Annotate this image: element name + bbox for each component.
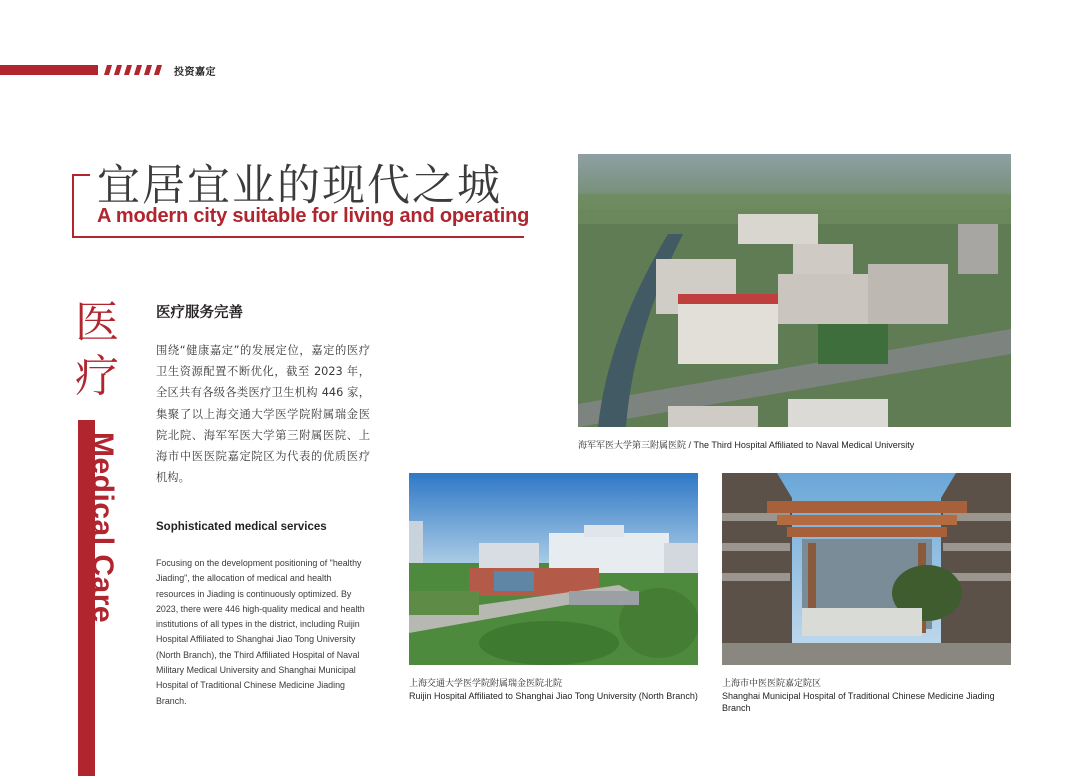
section-label-cn-char-2: 疗: [75, 351, 119, 402]
subtitle-cn: 医疗服务完善: [156, 305, 243, 321]
ruijin-caption-en: Ruijin Hospital Affiliated to Shanghai Jiao Tong University (North Branch): [409, 690, 698, 701]
page-title-cn: 宜居宜业的现代之城: [97, 161, 502, 211]
section-label-cn-char-1: 医: [75, 297, 119, 348]
tcm-hospital-photo: [722, 473, 1011, 665]
title-frame-left: [72, 174, 74, 238]
body-text-en: Focusing on the development positioning of "healthy Jiading", the allocation of medical and health resources in Jiading is continuously optimized. By 2023, there were 446 high-quality medical and health institutions of all types in the district, including Ruijin Hospital Affiliated to Shanghai Jiao Tong University (North Branch), the Third Affiliated Hospital of Naval Military Medical University and Shanghai Municipal Hospital of Traditional Chinese Medicine Jiading Branch.: [156, 558, 365, 706]
ruijin-caption-cn: 上海交通大学医学院附属瑞金医院北院: [409, 678, 563, 688]
header-title: 投资嘉定: [174, 67, 216, 78]
title-frame-bottom: [72, 236, 524, 238]
header-stripes-decoration: [104, 65, 166, 75]
section-label-cn: [72, 296, 122, 404]
tcm-hospital-caption: [722, 677, 1022, 715]
subtitle-en: Sophisticated medical services: [156, 521, 327, 533]
naval-hospital-caption: 海军军医大学第三附属医院 / The Third Hospital Affiliated to Naval Medical University: [578, 440, 915, 450]
naval-hospital-photo: [578, 154, 1011, 427]
header-accent-bar: [0, 65, 98, 75]
ruijin-hospital-caption: [409, 677, 699, 702]
section-label-en-wrap: [85, 432, 119, 622]
ruijin-hospital-photo: [409, 473, 698, 665]
tcm-caption-cn: 上海市中医医院嘉定院区: [722, 678, 822, 688]
tcm-caption-en: Shanghai Municipal Hospital of Traditional Chinese Medicine Jiading Branch: [722, 690, 995, 713]
section-label-en: Medical Care: [86, 432, 119, 624]
page-title-en: A modern city suitable for living and operating: [97, 205, 530, 227]
body-text-cn: 围绕“健康嘉定”的发展定位，嘉定的医疗卫生资源配置不断优化，截至 2023 年，全区共有各级各类医疗卫生机构 446 家，集聚了以上海交通大学医学院附属瑞金医院北院、海军军医大学第三附属医院、上海市中医医院嘉定院区为代表的优质医疗机构。: [156, 344, 370, 485]
title-frame-top: [72, 174, 90, 176]
